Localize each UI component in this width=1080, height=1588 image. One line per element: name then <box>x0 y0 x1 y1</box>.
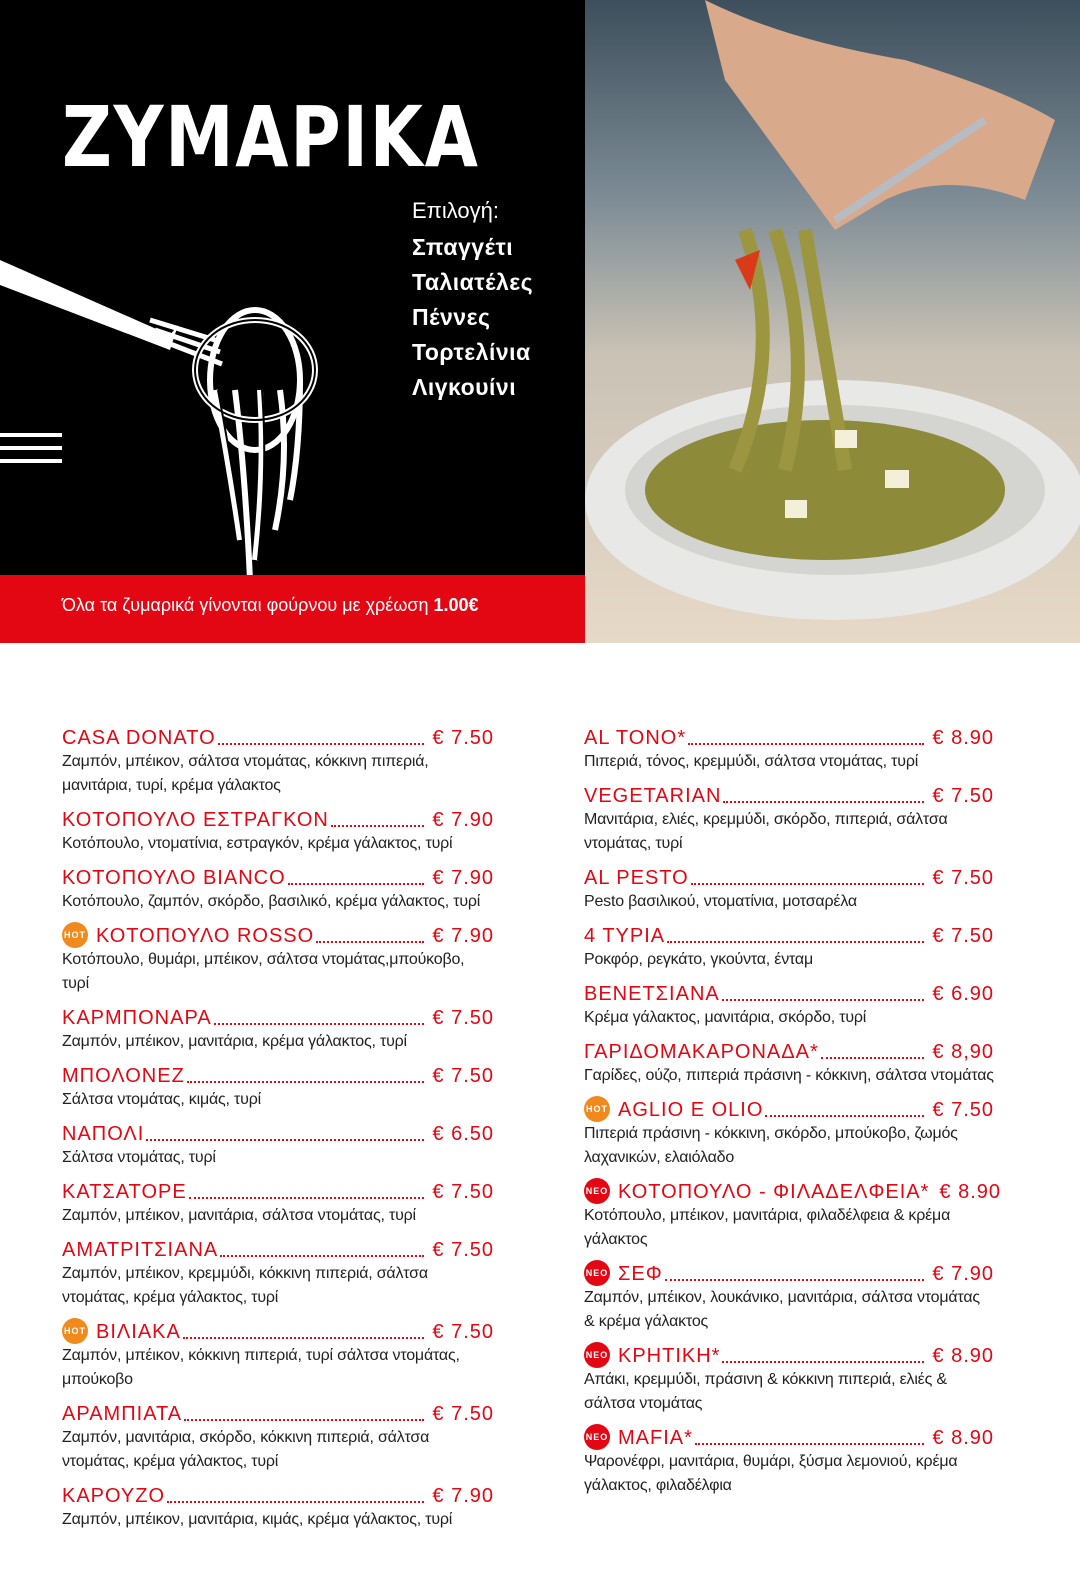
dot-leader <box>214 1023 425 1025</box>
menu-item-price: € 7.90 <box>432 925 494 947</box>
hot-badge-icon: HOT <box>584 1096 610 1122</box>
menu-item-name: ΚΑΡΜΠΟΝΑΡΑ <box>62 1007 212 1029</box>
menu-item-description: Σάλτσα ντομάτας, τυρί <box>62 1149 216 1166</box>
menu-item <box>584 1426 994 1498</box>
menu-item-header <box>584 866 994 890</box>
dot-leader <box>220 1255 424 1257</box>
hot-badge-icon: HOT <box>62 922 88 948</box>
menu-item <box>62 1484 494 1532</box>
menu-item <box>62 1122 494 1170</box>
dot-leader <box>723 801 924 803</box>
menu-item-price: € 8,90 <box>932 1041 994 1063</box>
dot-leader <box>667 941 924 943</box>
menu-item-price: € 7.90 <box>932 1263 994 1285</box>
menu-item-price: € 7.50 <box>932 867 994 889</box>
menu-item-price: € 6.50 <box>432 1123 494 1145</box>
dot-leader <box>695 1443 924 1445</box>
menu-item-name: CASA DONATO <box>62 727 216 749</box>
menu-item <box>62 924 494 996</box>
menu-item-header <box>62 1122 494 1146</box>
menu-item <box>584 1098 994 1170</box>
menu-item-name: ΚΟΤΟΠΟΥΛΟ - ΦΙΛΑΔΕΛΦΕΙΑ* <box>618 1181 930 1203</box>
dot-leader <box>218 743 425 745</box>
menu-item-header <box>62 1320 494 1344</box>
menu-item-price: € 7.50 <box>432 1239 494 1261</box>
menu-item-header <box>62 726 494 750</box>
menu-item-name: ΒΙΛΙΑΚΑ <box>96 1321 181 1343</box>
dot-leader <box>665 1279 925 1281</box>
menu-item-header <box>62 1402 494 1426</box>
menu-item <box>584 1262 994 1334</box>
menu-item <box>584 1344 994 1416</box>
menu-item-header <box>584 1426 994 1450</box>
menu-item-header <box>584 1344 994 1368</box>
menu-item-name: ΣΕΦ <box>618 1263 663 1285</box>
hot-badge-icon: HOT <box>62 1318 88 1344</box>
menu-item-price: € 7.50 <box>432 1321 494 1343</box>
menu-item-price: € 7.50 <box>432 1403 494 1425</box>
choice-option: Ταλιατέλες <box>412 269 534 295</box>
dot-leader <box>722 1361 924 1363</box>
menu-item-price: € 6.90 <box>932 983 994 1005</box>
dot-leader <box>184 1419 424 1421</box>
menu-item-name: AGLIO E OLIO <box>618 1099 764 1121</box>
menu-item-description: Κοτόπουλο, θυμάρι, μπέικον, σάλτσα ντομάτας,μπούκοβο, τυρί <box>62 951 465 992</box>
menu-item-name: ΚΟΤΟΠΟΥΛΟ BIANCO <box>62 867 286 889</box>
menu-item-price: € 7.50 <box>932 1099 994 1121</box>
menu-item-header <box>62 1484 494 1508</box>
menu-item-description: Ψαρονέφρι, μανιτάρια, θυμάρι, ξύσμα λεμονιού, κρέμα γάλακτος, φιλαδέλφια <box>584 1453 958 1494</box>
neo-badge-icon: NEO <box>584 1424 610 1450</box>
menu-item-name: MAFIA* <box>618 1427 693 1449</box>
menu-item <box>584 784 994 856</box>
menu-item-header <box>62 924 494 948</box>
menu-item <box>584 924 994 972</box>
menu-item-name: 4 ΤΥΡΙΑ <box>584 925 666 947</box>
choice-label: Επιλογή: <box>412 198 499 223</box>
menu-item-description: Ζαμπόν, μανιτάρια, σκόρδο, κόκκινη πιπεριά, σάλτσα ντομάτας, κρέμα γάλακτος, τυρί <box>62 1429 430 1470</box>
menu-item-description: Ζαμπόν, μπέικον, σάλτσα ντομάτας, κόκκινη πιπεριά, μανιτάρια, τυρί, κρέμα γάλακτος <box>62 753 429 794</box>
menu-item-name: ΚΑΤΣΑΤΟΡΕ <box>62 1181 187 1203</box>
menu-item-description: Ζαμπόν, μπέικον, κόκκινη πιπεριά, τυρί σάλτσα ντομάτας, μπούκοβο <box>62 1347 460 1388</box>
menu-item <box>584 726 994 774</box>
menu-item-description: Ζαμπόν, μπέικον, μανιτάρια, σάλτσα ντομάτας, τυρί <box>62 1207 416 1224</box>
menu-item-price: € 8.90 <box>932 1345 994 1367</box>
menu-item-header <box>62 1180 494 1204</box>
dot-leader <box>288 883 425 885</box>
menu-item-header <box>62 1064 494 1088</box>
menu-item-name: ΚΟΤΟΠΟΥΛΟ ROSSO <box>96 925 315 947</box>
dot-leader <box>183 1337 425 1339</box>
menu-item-description: Ζαμπόν, μπέικον, κρεμμύδι, κόκκινη πιπεριά, σάλτσα ντομάτας, κρέμα γάλακτος, τυρί <box>62 1265 428 1306</box>
page-title: ΖΥΜΑΡΙΚΑ <box>62 88 480 186</box>
menu-item <box>62 866 494 914</box>
menu-item-name: ΚΟΤΟΠΟΥΛΟ ΕΣΤΡΑΓΚΟΝ <box>62 809 329 831</box>
menu-item-name: ΑΜΑΤΡΙΤΣΙΑΝΑ <box>62 1239 219 1261</box>
menu-item-name: AL TONO* <box>584 727 687 749</box>
menu-item-price: € 7.90 <box>432 809 494 831</box>
oven-note-text: Όλα τα ζυμαρικά γίνονται φούρνου με χρέωση <box>62 595 429 615</box>
menu-item <box>62 726 494 798</box>
menu-item-price: € 7.50 <box>932 785 994 807</box>
menu-item-description: Σάλτσα ντομάτας, κιμάς, τυρί <box>62 1091 261 1108</box>
choice-option: Τορτελίνια <box>412 339 531 365</box>
menu-item <box>584 982 994 1030</box>
menu-item-price: € 7.90 <box>432 867 494 889</box>
menu-item-header <box>584 1040 994 1064</box>
dot-leader <box>189 1197 425 1199</box>
dot-leader <box>821 1057 925 1059</box>
menu-item-price: € 8.90 <box>939 1181 1002 1203</box>
menu-item <box>62 1320 494 1392</box>
menu-item <box>584 1180 1002 1252</box>
dot-leader <box>722 999 925 1001</box>
menu-item-name: ΚΡΗΤΙΚΗ* <box>618 1345 721 1367</box>
oven-note-banner <box>0 575 585 643</box>
menu-item-name: VEGETARIAN <box>584 785 722 807</box>
pasta-plate-image <box>585 0 1080 643</box>
pasta-choices <box>412 198 533 405</box>
menu-item <box>62 1064 494 1112</box>
menu-item <box>584 1040 994 1088</box>
dot-leader <box>691 883 925 885</box>
menu-item-name: AL PESTO <box>584 867 689 889</box>
menu-item-description: Πιπεριά, τόνος, κρεμμύδι, σάλτσα ντομάτας, τυρί <box>584 753 919 770</box>
menu-item-description: Κοτόπουλο, ζαμπόν, σκόρδο, βασιλικό, κρέμα γάλακτος, τυρί <box>62 893 481 910</box>
menu-item-price: € 8.90 <box>932 1427 994 1449</box>
menu-item-description: Ροκφόρ, ρεγκάτο, γκούντα, ένταμ <box>584 951 813 968</box>
menu-item-description: Γαρίδες, ούζο, πιπεριά πράσινη - κόκκινη, σάλτσα ντομάτας <box>584 1067 994 1084</box>
menu-item-header <box>62 1238 494 1262</box>
oven-note-price: 1.00€ <box>433 595 479 615</box>
choice-option: Πέννες <box>412 304 491 330</box>
menu-item-header <box>584 924 994 948</box>
menu-item-header <box>62 866 494 890</box>
menu-column-left <box>62 726 494 1542</box>
dot-leader <box>167 1501 424 1503</box>
menu-item-header <box>584 1180 1002 1204</box>
menu-item <box>62 1006 494 1054</box>
menu-item-header <box>584 982 994 1006</box>
menu-item-price: € 7.50 <box>432 1007 494 1029</box>
menu-item-header <box>62 808 494 832</box>
menu-item-name: ΚΑΡΟΥΖΟ <box>62 1485 166 1507</box>
neo-badge-icon: NEO <box>584 1260 610 1286</box>
neo-badge-icon: NEO <box>584 1178 610 1204</box>
choice-option: Σπαγγέτι <box>412 234 514 260</box>
menu-item-price: € 8.90 <box>932 727 994 749</box>
neo-badge-icon: NEO <box>584 1342 610 1368</box>
hero-panel <box>0 0 585 575</box>
menu-item-header <box>584 784 994 808</box>
menu-item <box>62 1402 494 1474</box>
menu-item-description: Κοτόπουλο, μπέικον, μανιτάρια, φιλαδέλφεια & κρέμα γάλακτος <box>584 1207 951 1248</box>
menu-item-description: Ζαμπόν, μπέικον, μανιτάρια, κρέμα γάλακτος, τυρί <box>62 1033 407 1050</box>
menu-item-description: Κοτόπουλο, ντοματίνια, εστραγκόν, κρέμα γάλακτος, τυρί <box>62 835 453 852</box>
choice-option: Λιγκουίνι <box>412 374 517 400</box>
menu-item-description: Ζαμπόν, μπέικον, λουκάνικο, μανιτάρια, σάλτσα ντομάτας & κρέμα γάλακτος <box>584 1289 980 1330</box>
menu-item-header <box>62 1006 494 1030</box>
menu-item-price: € 7.90 <box>432 1485 494 1507</box>
menu-item-description: Μανιτάρια, ελιές, κρεμμύδι, σκόρδο, πιπεριά, σάλτσα ντομάτας, τυρί <box>584 811 948 852</box>
menu-column-right <box>584 726 1002 1508</box>
menu-item-price: € 7.50 <box>932 925 994 947</box>
menu-item <box>62 1238 494 1310</box>
dot-leader <box>331 825 425 827</box>
menu-item-price: € 7.50 <box>432 1065 494 1087</box>
menu-item-header <box>584 1262 994 1286</box>
dot-leader <box>146 1139 424 1141</box>
menu-item <box>62 808 494 856</box>
menu-item-price: € 7.50 <box>432 1181 494 1203</box>
menu-item-name: ΒΕΝΕΤΣΙΑΝΑ <box>584 983 720 1005</box>
menu-item-price: € 7.50 <box>432 727 494 749</box>
menu-item <box>62 1180 494 1228</box>
menu-item-description: Απάκι, κρεμμύδι, πράσινη & κόκκινη πιπεριά, ελιές & σάλτσα ντομάτας <box>584 1371 947 1412</box>
menu-item-description: Κρέμα γάλακτος, μανιτάρια, σκόρδο, τυρί <box>584 1009 867 1026</box>
menu-item-description: Pesto βασιλικού, ντοματίνια, μοτσαρέλα <box>584 893 857 910</box>
menu-item-name: ΑΡΑΜΠΙΑΤΑ <box>62 1403 183 1425</box>
menu-item-name: ΓΑΡΙΔΟΜΑΚΑΡΟΝΑΔΑ* <box>584 1041 819 1063</box>
menu-item-header <box>584 726 994 750</box>
menu-item-description: Πιπεριά πράσινη - κόκκινη, σκόρδο, μπούκοβο, ζωμός λαχανικών, ελαιόλαδο <box>584 1125 958 1166</box>
dot-leader <box>316 941 424 943</box>
dot-leader <box>688 743 924 745</box>
menu-item-name: ΝΑΠΟΛΙ <box>62 1123 145 1145</box>
menu-item-description: Ζαμπόν, μπέικον, μανιτάρια, κιμάς, κρέμα γάλακτος, τυρί <box>62 1511 453 1528</box>
menu-item <box>584 866 994 914</box>
menu-item-name: ΜΠΟΛΟΝΕΖ <box>62 1065 185 1087</box>
pasta-photo <box>585 0 1080 643</box>
dot-leader <box>187 1081 425 1083</box>
dot-leader <box>765 1115 924 1117</box>
menu-item-header <box>584 1098 994 1122</box>
fork-spaghetti-icon <box>0 240 340 590</box>
